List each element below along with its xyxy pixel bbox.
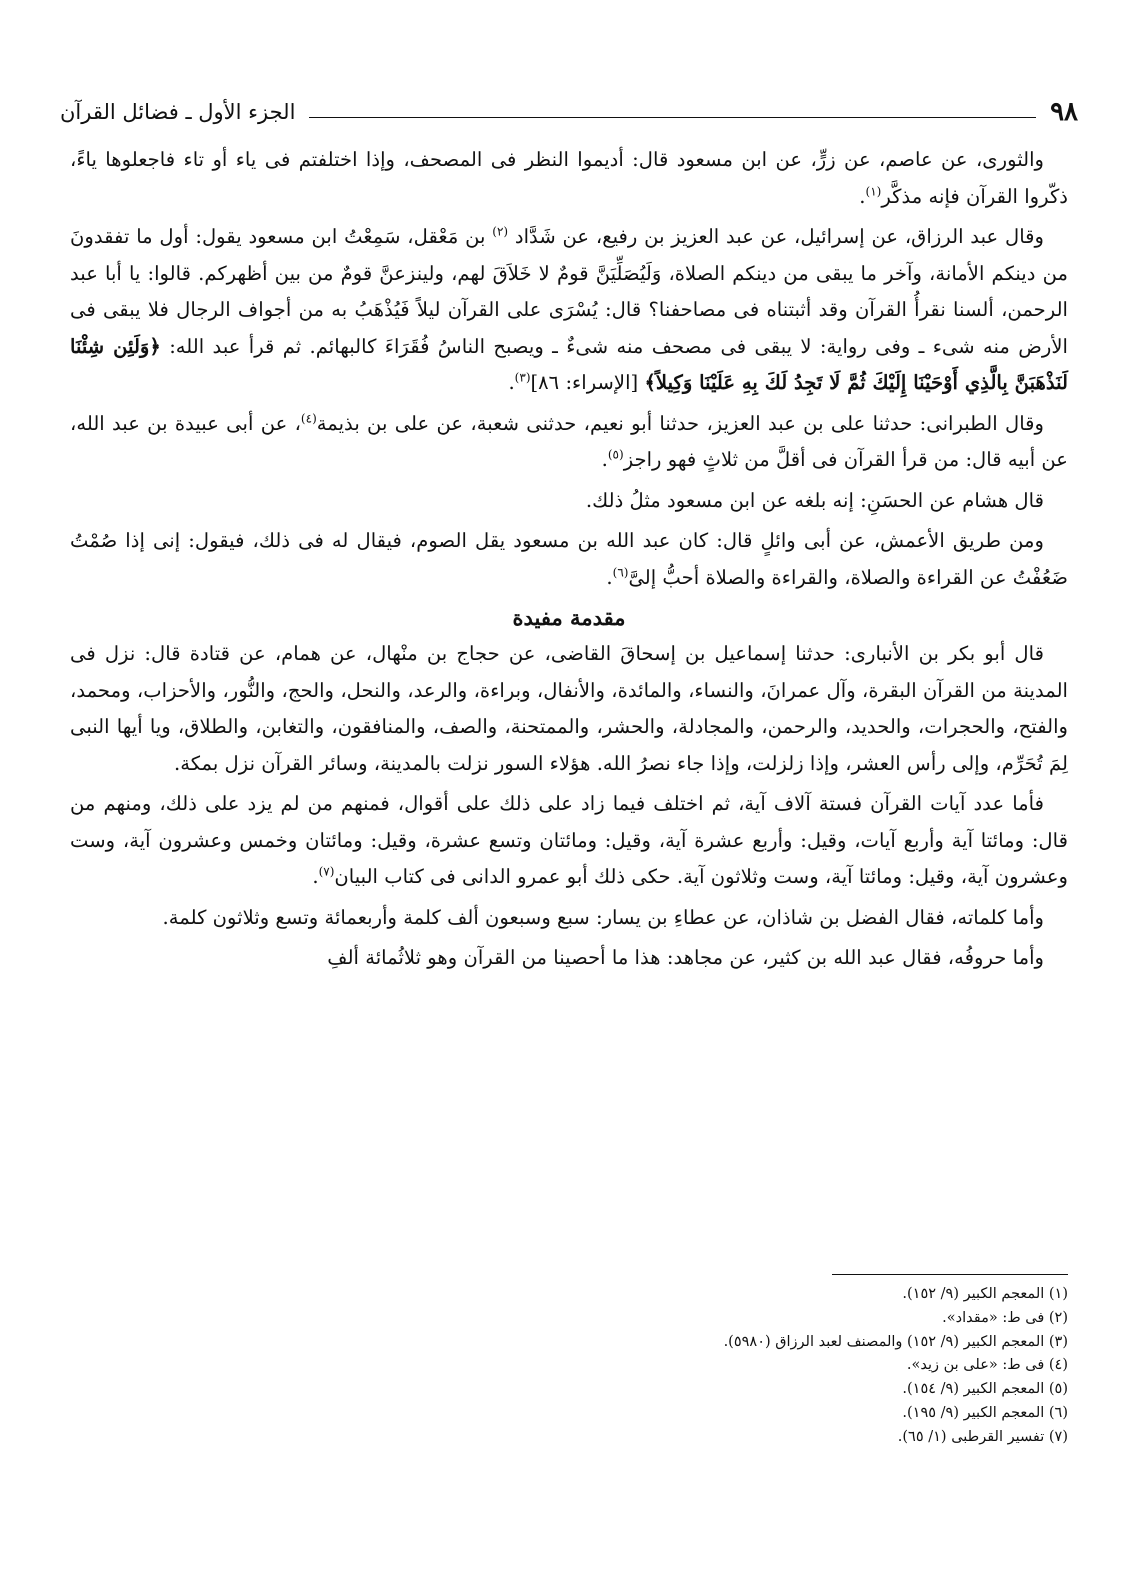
footnote-ref: (٧)	[318, 864, 335, 879]
paragraph: وأما حروفُه، فقال عبد الله بن كثير، عن مجاهد: هذا ما أحصينا من القرآن وهو ثلاثُمائة ألفِ	[327, 946, 1044, 969]
footnote-item: (١) المعجم الكبير (٩/ ١٥٢).	[902, 1286, 1068, 1302]
footnote-ref: (٤)	[300, 410, 317, 425]
footnote-item: (٧) تفسير القرطبى (١/ ٦٥).	[897, 1428, 1068, 1445]
footnote-item: (٤) فى ط: «على بن زيد».	[906, 1357, 1068, 1374]
quran-verse: ﴿وَلَئِن شِئْنَا لَنَذْهَبَنَّ بِالَّذِي أَوْحَيْنَا إِلَيْكَ ثُمَّ لَا تَجِدُ لَكَ بِهِ عَلَيْنَا وَكِيلاً﴾	[70, 334, 1068, 394]
footnote-ref: (١)	[865, 183, 882, 198]
footnote-ref: (٥)	[607, 447, 624, 462]
section-heading: مقدمة مفيدة	[512, 605, 626, 630]
paragraph: قال أبو بكر بن الأنبارى: حدثنا إسماعيل بن إسحاقَ القاضى، عن حجاج بن منْهال، عن همام، عن قتادة قال: نزل فى المدينة من القرآن البقرة، وآل عمرانَ، والنساء، والمائدة، والأنفال، وبراءة، والرعد، والنحل، والحج، والنُّور، والأحزاب، ومحمد، والفتح، والحجرات، والحديد، والرحمن، والمجادلة، والحشر، والممتحنة، والصف، والمنافقون، والتغابن، والطلاق، ويا أيها النبى لِمَ تُحَرِّم، وإلى رأس العشر، وإذا زلزلت، وإذا جاء نصرُ الله. هؤلاء السور نزلت بالمدينة، وسائر القرآن نزل بمكة.	[70, 642, 1068, 775]
paragraph: وأما كلماته، فقال الفضل بن شاذان، عن عطاءِ بن يسار: سبع وسبعون ألف كلمة وأربعمائة وتسع وثلاثون كلمة.	[162, 905, 1044, 929]
paragraph: والثورى، عن عاصم، عن زرٍّ، عن ابن مسعود قال: أديموا النظر فى المصحف، وإذا اختلفتم فى ياء أو تاء فاجعلوها ياءً، ذكّروا القرآن فإنه مذكَّر$^{(١)}$.	[70, 148, 1068, 208]
page-header	[60, 92, 1078, 132]
paragraph: ومن طريق الأعمش، عن أبى وائلٍ قال: كان عبد الله بن مسعود يقل الصوم، فيقال له فى ذلك، فيقول: إنى إذا صُمْتُ ضَعُفْتُ عن القراءة والصلاة، والقراءة والصلاة أحبُّ إلىَّ$^{(٦)}$.	[70, 529, 1068, 589]
main-text	[70, 142, 1068, 981]
footnote-ref: (٣)	[514, 370, 531, 385]
footnote-item: (٣) المعجم الكبير (٩/ ١٥٢) والمصنف لعبد الرزاق (٥٩٨٠).	[723, 1333, 1068, 1350]
footnote-ref: (٦)	[612, 564, 629, 579]
running-title: الجزء الأول ـ فضائل القرآن	[60, 100, 296, 124]
header-rule	[309, 117, 1036, 118]
footnote-ref: (٢)	[492, 224, 509, 239]
footnote-item: (٢) فى ط: «مقداد».	[942, 1309, 1068, 1326]
footnote-rule	[832, 1274, 1068, 1275]
footnote-item: (٥) المعجم الكبير (٩/ ١٥٤).	[902, 1381, 1068, 1398]
footnotes	[70, 1274, 1068, 1450]
footnote-item: (٦) المعجم الكبير (٩/ ١٩٥).	[902, 1404, 1068, 1421]
paragraph: فأما عدد آيات القرآن فستة آلاف آية، ثم اختلف فيما زاد على ذلك على أقوال، فمنهم من لم يزد على ذلك، ومنهم من قال: ومائتا آية وأربع آيات، وقيل: وأربع عشرة آية، وقيل: ومائتان وتسع عشرة، وقيل: ومائتان وخمس وعشرون آية، وست وعشرون آية، وقيل: ومائتا آية، وست وثلاثون آية. حكى ذلك أبو عمرو الدانى فى كتاب البيان$^{(٧)}$.	[70, 792, 1068, 888]
page-number: ٩٨	[1050, 97, 1078, 127]
paragraph: وقال الطبرانى: حدثنا على بن عبد العزيز، حدثنا أبو نعيم، حدثنى شعبة، عن على بن بذيمة$^{(٤)}$، عن أبى عبيدة بن عبد الله، عن أبيه قال: من قرأ القرآن فى أقلَّ من ثلاثٍ فهو راجز$^{(٥)}$.	[70, 410, 1068, 471]
paragraph: وقال عبد الرزاق، عن إسرائيل، عن عبد العزيز بن رفيع، عن شَدَّاد $^{(٢)}$ بن مَعْقل، سَمِعْتُ ابن مسعود يقول: أول ما تفقدونَ من دينكم الأمانة، وآخر ما يبقى من دينكم الصلاة، وَلَيُصَلِّيَنَّ قومٌ لا خَلاَقَ لهم، ولينزعنَّ قومٌ من بين أظهركم. قالوا: يا أبا عبد الرحمن، ألسنا نقرأُ القرآن وقد أثبتناه فى مصاحفنا؟ قال: يُسْرَى على القرآن ليلاً فَيُذْهَبُ به من أجواف الرجال فلا يبقى فى الأرض منه شىء ـ وفى رواية: لا يبقى فى مصحف منه شىءٌ ـ ويصبح الناسُ فُقَرَاءَ كالبهائم. ثم قرأ عبد الله: ﴿وَلَئِن شِئْنَا لَنَذْهَبَنَّ بِالَّذِي أَوْحَيْنَا إِلَيْكَ ثُمَّ لَا تَجِدُ لَكَ بِهِ عَلَيْنَا وَكِيلاً﴾ [الإسراء: ٨٦]$^{(٣)}$.	[70, 224, 1068, 394]
paragraph: قال هشام عن الحسَنِ: إنه بلغه عن ابن مسعود مثلُ ذلك.	[585, 488, 1044, 512]
